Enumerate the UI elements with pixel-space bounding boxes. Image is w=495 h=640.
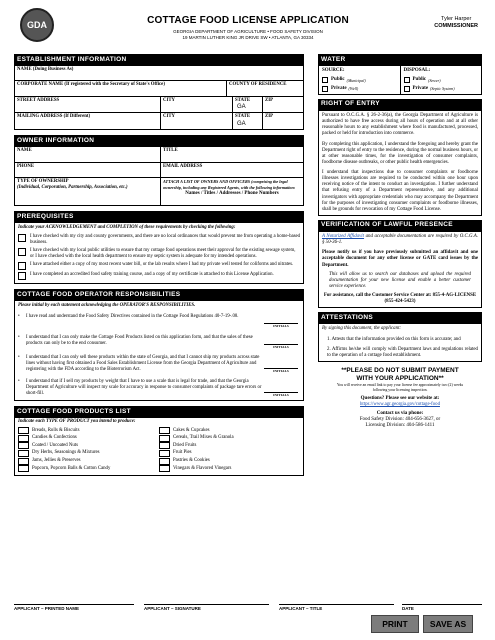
product-label: Jams, Jellies & Preserves bbox=[32, 458, 81, 464]
product-option[interactable] bbox=[159, 458, 300, 465]
option-note: (Municipal) bbox=[346, 77, 366, 83]
mailing-state-label: STATE bbox=[235, 114, 251, 120]
initials-line bbox=[264, 359, 298, 369]
phone-food-safety: Food Safety Division: 404-656-3627, or bbox=[359, 417, 441, 423]
source-option-private[interactable] bbox=[322, 86, 397, 92]
right-of-entry-box bbox=[318, 110, 482, 216]
product-checkbox[interactable] bbox=[18, 465, 29, 472]
prereq-item bbox=[15, 271, 303, 281]
owner-heading: OWNER INFORMATION bbox=[14, 135, 304, 146]
owner-title-label: TITLE bbox=[163, 148, 178, 154]
operator-item bbox=[15, 311, 303, 331]
entry-paragraph: By completing this application, I understand the foregoing and hereby grant the Department right of entry to the residence, during the normal business hours, or at other reasonable times, for the investigation of consumer complaints, foodborne disease outbreaks, or other public health emergencies. bbox=[322, 141, 478, 165]
initials-line bbox=[264, 335, 298, 345]
product-option[interactable] bbox=[18, 435, 159, 442]
option-note: (Sewer) bbox=[428, 77, 441, 83]
product-option[interactable] bbox=[159, 465, 300, 472]
attestations-box bbox=[318, 323, 482, 362]
product-label: Dry Herbs, Seasonings & Mixtures bbox=[32, 450, 100, 456]
save-as-button[interactable]: SAVE AS bbox=[423, 615, 473, 633]
ownership-type-sub: (Individual, Corporation, Partnership, Association, etc.) bbox=[17, 185, 128, 191]
lawful-note-text: This will allow us to search our databases and upload the required documentation for your new license and enable a better customer service experience. bbox=[329, 271, 471, 289]
mailing-state-value: GA bbox=[237, 120, 246, 127]
printed-name-label: APPLICANT – PRINTED NAME bbox=[14, 606, 80, 611]
zip-field[interactable] bbox=[263, 97, 303, 112]
product-label: Cereals, Trail Mixes & Granola bbox=[173, 435, 234, 441]
disposal-label: DISPOSAL: bbox=[403, 68, 431, 74]
option-note: (Well) bbox=[348, 86, 359, 92]
logo-text: GDA bbox=[27, 20, 47, 30]
phone-label: PHONE bbox=[17, 164, 35, 170]
prereq-text: I have completed an accredited food safety training course, and a copy of my certificate is attached to this License Application. bbox=[30, 272, 274, 278]
attestations-intro: By signing this document, the applicant: bbox=[322, 326, 402, 332]
product-checkbox[interactable] bbox=[159, 450, 170, 457]
operator-heading: COTTAGE FOOD OPERATOR RESPONSIBILITIES bbox=[14, 289, 304, 300]
gda-logo bbox=[20, 8, 54, 42]
corporate-name-label: CORPORATE NAME (If registered with the Secretary of State's Office) bbox=[17, 82, 165, 88]
operator-instruction: Please initial by each statement acknowledging the OPERATOR'S RESPONSIBILITIES. bbox=[18, 303, 196, 309]
lawful-notify-text: Please notify us if you have previously submitted an affidavit and one acceptable document for any other license or GATE card issues by the Department. bbox=[322, 250, 478, 268]
operator-text: I understand that if I sell my products by weight that I have to use a scale that is legal for trade, and that the Georgia Department of Agriculture will inspect my scale for accuracy in response to consumer complaints of package tare errors or short-fill. bbox=[26, 379, 262, 397]
option-note: (Septic System) bbox=[430, 86, 455, 92]
product-option[interactable] bbox=[159, 427, 300, 434]
email-label: EMAIL ADDRESS bbox=[163, 164, 203, 170]
option-label: Public bbox=[412, 76, 427, 82]
county-field[interactable] bbox=[227, 81, 303, 96]
establishment-heading: ESTABLISHMENT INFORMATION bbox=[14, 54, 304, 65]
prereq-checkbox-3[interactable] bbox=[18, 262, 26, 270]
prereq-text: I have checked with my local public utilities to ensure that my cottage food operations meet their approval for the existing sewage system, or I have checked with the local health department to ensure my septic system is adequate for my intended operations. bbox=[30, 248, 296, 260]
mailing-address-field[interactable] bbox=[15, 113, 161, 129]
affidavit-link[interactable]: A Notarized Affidavit bbox=[322, 234, 365, 239]
product-label: Vinegars & Flavored Vinegars bbox=[173, 465, 232, 471]
prereq-text: I have checked with my city and county governments, and there are no local ordinances that would prevent me from operating a home-based business. bbox=[30, 234, 300, 246]
bullet-icon: • bbox=[18, 334, 20, 340]
product-option[interactable] bbox=[18, 442, 159, 449]
entry-paragraph: Pursuant to O.C.G.A. § 26-2-36(a), the Georgia Department of Agriculture is authorized to have free access during all hours of operation and at all other reasonable hours to any establishment where food is manufactured, processed, packed or held for introduction into commerce. bbox=[322, 113, 478, 137]
establishment-table bbox=[14, 65, 304, 130]
date-label: DATE bbox=[402, 606, 414, 611]
option-label: Private bbox=[412, 85, 429, 91]
initials-field-1[interactable] bbox=[262, 314, 300, 328]
initials-line bbox=[264, 383, 298, 393]
attach-owners-fields: Names / Titles / Addresses / Phone Numbers bbox=[185, 190, 279, 196]
left-column bbox=[14, 54, 304, 476]
disposal-option-private[interactable] bbox=[404, 86, 479, 92]
city-field[interactable] bbox=[161, 97, 233, 112]
mailing-zip-field[interactable] bbox=[263, 113, 303, 129]
dba-name-field[interactable] bbox=[15, 66, 303, 80]
ownership-type-label: TYPE OF OWNERSHIP bbox=[17, 179, 69, 185]
prereq-item bbox=[15, 233, 303, 247]
option-label: Public bbox=[331, 76, 345, 82]
mailing-city-field[interactable] bbox=[161, 113, 233, 129]
title-field[interactable] bbox=[279, 604, 394, 612]
contact-text: Contact us via phone: bbox=[376, 410, 424, 416]
attach-owners-text: ATTACH A LIST OF OWNERS AND OFFICERS (comprising the legal ownership, including any Registered Agents, with the following information: bbox=[163, 179, 296, 190]
signature-label: APPLICANT – SIGNATURE bbox=[144, 606, 201, 611]
prereq-checkbox-2[interactable] bbox=[18, 248, 26, 256]
mailing-state-field[interactable] bbox=[233, 113, 263, 129]
product-label: Coated / Uncoated Nuts bbox=[32, 442, 78, 448]
product-label: Fruit Pies bbox=[173, 450, 192, 456]
email-field[interactable] bbox=[161, 163, 303, 177]
bullet-icon: • bbox=[18, 355, 20, 361]
state-value: GA bbox=[237, 103, 246, 110]
product-checkbox[interactable] bbox=[18, 442, 29, 449]
commissioner-name: Tyler Harper bbox=[441, 16, 472, 22]
attach-owners-note bbox=[161, 178, 303, 205]
prereq-text: I have attached either a copy of my most recent water bill, or the lab results where I had my private well tested for coliforms and nitrates. bbox=[30, 262, 294, 268]
bullet-icon: • bbox=[18, 314, 20, 320]
source-checkbox[interactable] bbox=[322, 86, 328, 92]
product-label: Cakes & Cupcakes bbox=[173, 427, 210, 433]
source-label: SOURCE: bbox=[322, 68, 345, 74]
bullet-icon: • bbox=[18, 379, 20, 385]
prereq-checkbox-1[interactable] bbox=[18, 234, 26, 242]
product-checkbox[interactable] bbox=[18, 458, 29, 465]
street-address-field[interactable] bbox=[15, 97, 161, 112]
product-label: Breads, Rolls & Biscuits bbox=[32, 427, 80, 433]
title-label: APPLICANT – TITLE bbox=[279, 606, 323, 611]
prereq-checkbox-4[interactable] bbox=[18, 272, 26, 280]
product-option[interactable] bbox=[18, 458, 159, 465]
operator-text: I understand that I can only sell these products within the state of Georgia, and that I cannot ship my products across state lines without having first obtained a Food Sales Establishment License from the Georgia Department of Agriculture and registering with the FDA according to the Bioterrorism Act. bbox=[26, 355, 260, 373]
product-option[interactable] bbox=[159, 435, 300, 442]
city-label: CITY bbox=[163, 98, 175, 104]
signature-field[interactable] bbox=[144, 604, 269, 612]
commissioner-block bbox=[434, 16, 478, 30]
operator-item bbox=[15, 376, 303, 400]
attestations-heading: ATTESTATIONS bbox=[318, 312, 482, 323]
state-field[interactable] bbox=[233, 97, 263, 112]
dba-name-label: NAME (Doing Business As) bbox=[17, 67, 74, 73]
product-checkbox[interactable] bbox=[159, 435, 170, 442]
product-checkbox[interactable] bbox=[18, 435, 29, 442]
mailing-address-label: MAILING ADDRESS (If Different) bbox=[17, 114, 91, 120]
attestation-item: 1. Attests that the information provided on this form is accurate; and bbox=[327, 336, 461, 342]
water-box bbox=[318, 65, 482, 95]
initials-field-4[interactable] bbox=[262, 379, 300, 397]
disposal-checkbox[interactable] bbox=[404, 86, 410, 92]
lawful-presence-box bbox=[318, 231, 482, 308]
initials-label: INITIALS bbox=[273, 344, 289, 349]
operator-item bbox=[15, 332, 303, 352]
product-label: Candies & Confections bbox=[32, 435, 77, 441]
water-heading: WATER bbox=[318, 54, 482, 65]
commissioner-title: COMMISSIONER bbox=[434, 22, 478, 29]
customer-service-text: For assistance, call the Customer Service Center at: 855-4-AG-LICENSE (855-424-5423) bbox=[323, 293, 477, 305]
water-disposal bbox=[401, 66, 482, 94]
product-label: Popcorn, Popcorn Balls & Cotton Candy bbox=[32, 465, 111, 471]
printed-name-field[interactable] bbox=[14, 604, 134, 612]
entry-paragraph: I understand that inspections due to consumer complaints or foodborne illnesses investigations are required to be conducted within one hour upon receiving notice of the intent to conduct an investigation. I further understand that refusing entry of a Department representative, and any additional investigators with appropriate credentials who may accompany the Department for the purposes of investigating consumer complaints or foodborne illnesses, shall be grounds for revocation of my Cottage Food License. bbox=[322, 170, 478, 212]
notice-line2: WITH YOUR APPLICATION** bbox=[356, 375, 444, 382]
initials-label: INITIALS bbox=[273, 324, 289, 329]
product-checkbox[interactable] bbox=[159, 427, 170, 434]
product-checkbox[interactable] bbox=[159, 442, 170, 449]
product-label: Dried Fruits bbox=[173, 442, 197, 448]
ownership-type-field[interactable] bbox=[15, 178, 161, 205]
payment-notice bbox=[318, 367, 482, 430]
corporate-name-field[interactable] bbox=[15, 81, 227, 96]
prereq-item bbox=[15, 247, 303, 261]
product-label: Pastries & Cookies bbox=[173, 458, 210, 464]
phone-licensing: Licensing Division: 404-586-1411 bbox=[365, 423, 435, 429]
street-address-label: STREET ADDRESS bbox=[17, 98, 60, 104]
product-option[interactable] bbox=[18, 427, 159, 434]
signature-row bbox=[14, 600, 482, 612]
date-field[interactable] bbox=[402, 604, 482, 612]
source-checkbox[interactable] bbox=[322, 77, 328, 83]
product-checkbox[interactable] bbox=[159, 465, 170, 472]
prerequisites-box bbox=[14, 222, 304, 284]
attestation-item: 2. Affirms he/she will comply with Department laws and regulations related to the operation of a cottage food establishment. bbox=[327, 346, 478, 358]
agency-address: 19 MARTIN LUTHER KING JR DRIVE SW • ATLANTA, GA 30334 bbox=[182, 35, 314, 40]
disposal-checkbox[interactable] bbox=[404, 77, 410, 83]
owner-title-field[interactable] bbox=[161, 147, 303, 162]
notice-line3: You will receive an email link to pay your license fee approximately two (2) weeks following your licensing inspection. bbox=[336, 383, 464, 392]
notice-line1: **PLEASE DO NOT SUBMIT PAYMENT bbox=[341, 366, 459, 374]
product-checkbox[interactable] bbox=[18, 427, 29, 434]
owner-table bbox=[14, 146, 304, 206]
initials-label: INITIALS bbox=[273, 392, 289, 397]
county-label: COUNTY OF RESIDENCE bbox=[229, 82, 287, 88]
product-option[interactable] bbox=[159, 442, 300, 449]
owner-name-field[interactable] bbox=[15, 147, 161, 162]
print-button[interactable]: PRINT bbox=[371, 615, 419, 633]
lawful-presence-heading: VERIFICATION OF LAWFUL PRESENCE bbox=[318, 220, 482, 231]
operator-box bbox=[14, 300, 304, 401]
prereq-item bbox=[15, 261, 303, 271]
product-checkbox[interactable] bbox=[18, 450, 29, 457]
source-option-public[interactable] bbox=[322, 77, 397, 83]
website-link[interactable]: https://www.agr.georgia.gov/cottage-food bbox=[360, 401, 440, 407]
questions-text: Questions? Please see our website at: bbox=[360, 395, 440, 401]
initials-field-2[interactable] bbox=[262, 335, 300, 349]
products-grid bbox=[15, 426, 303, 473]
option-label: Private bbox=[331, 85, 347, 91]
prerequisites-instruction: Indicate your ACKNOWLEDGEMENT and COMPLETION of these requirements by checking the following: bbox=[18, 225, 236, 231]
mailing-zip-label: ZIP bbox=[265, 114, 273, 120]
operator-text: I understand that I can only make the Cottage Food Products listed on this application form, and that the sales of these products can only be to the end consumer. bbox=[26, 334, 253, 346]
water-source bbox=[319, 66, 401, 94]
products-box bbox=[14, 417, 304, 476]
mailing-city-label: CITY bbox=[163, 114, 175, 120]
operator-item bbox=[15, 352, 303, 376]
product-checkbox[interactable] bbox=[159, 458, 170, 465]
phone-field[interactable] bbox=[15, 163, 161, 177]
owner-name-label: NAME bbox=[17, 148, 32, 154]
state-label: STATE bbox=[235, 98, 251, 104]
prerequisites-heading: PREREQUISITES bbox=[14, 211, 304, 222]
operator-text: I have read and understand the Food Safety Directives contained in the Cottage Food Regulations 40-7-19-.08. bbox=[26, 314, 239, 320]
product-option[interactable] bbox=[159, 450, 300, 457]
disposal-option-public[interactable] bbox=[404, 77, 479, 83]
product-option[interactable] bbox=[18, 450, 159, 457]
lawful-text: and acceptable documentation are required by O.C.G.A. § 50-36-1. bbox=[322, 234, 478, 246]
form-title: COTTAGE FOOD LICENSE APPLICATION bbox=[147, 15, 349, 26]
products-heading: COTTAGE FOOD PRODUCTS LIST bbox=[14, 406, 304, 417]
initials-label: INITIALS bbox=[273, 368, 289, 373]
initials-field-3[interactable] bbox=[262, 355, 300, 373]
form-header bbox=[14, 8, 482, 48]
products-instruction: Indicate each TYPE OF PRODUCT you intend to produce: bbox=[18, 419, 136, 425]
agency-line: GEORGIA DEPARTMENT OF AGRICULTURE • FOOD SAFETY DIVISION bbox=[173, 29, 323, 34]
right-column bbox=[318, 54, 482, 430]
zip-label: ZIP bbox=[265, 98, 273, 104]
initials-line bbox=[264, 314, 298, 324]
product-option[interactable] bbox=[18, 465, 159, 472]
right-of-entry-heading: RIGHT OF ENTRY bbox=[318, 99, 482, 110]
